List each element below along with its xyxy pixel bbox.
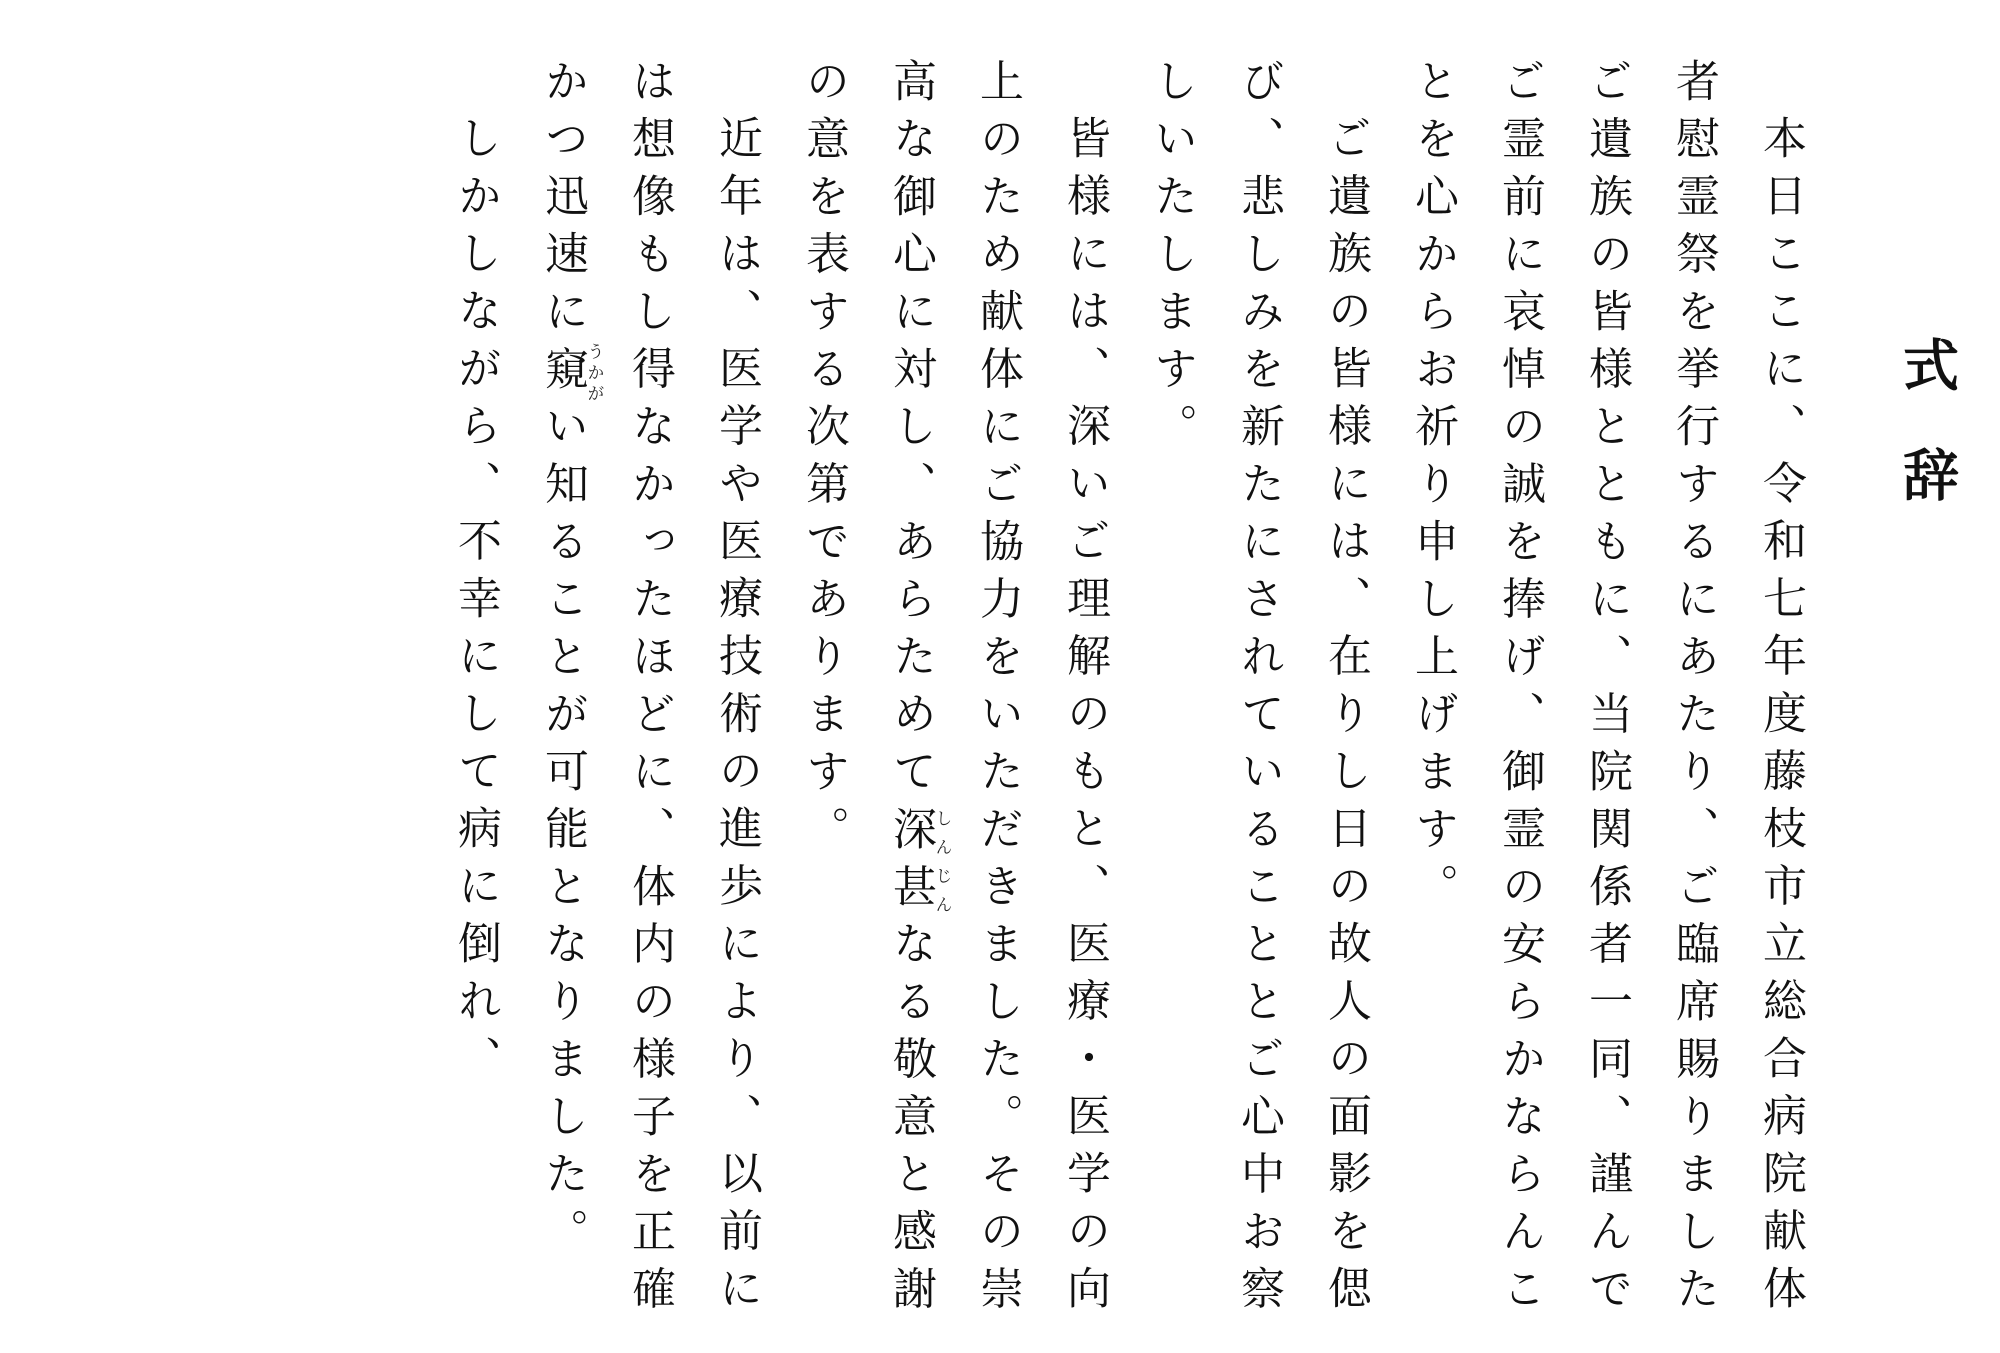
paragraph-text: しかしながら、不幸にして病に倒れ、 (450, 115, 501, 1093)
paragraph-text: ご遺族の皆様には、在りし日の故人の面影を偲び、悲しみを新たにされていることとご心中お察しいたします。 (1146, 58, 1371, 1323)
paragraph-text: 皆様には、深いご理解のもと、医療・医学の向上のため献体にご協力をいただきました。その崇高な御心に対し、あらためて (885, 58, 1110, 1323)
paragraph-continuation (432, 58, 519, 1353)
paragraph-text: なる敬意と感謝の意を表する次第であります。 (798, 58, 936, 1323)
document-body (432, 58, 1824, 1353)
paragraph-text: 近年は、医学や医療技術の進歩により、以前には想像もし得なかったほどに、体内の様子を正確かつ迅速に (537, 58, 762, 1323)
paragraph-condolence (1128, 58, 1389, 1353)
ruby-base: 窺 (537, 342, 588, 406)
document-title: 式辞 (1894, 336, 1960, 556)
paragraph-gratitude (780, 58, 1128, 1353)
ruby-reading: うかが (583, 342, 604, 406)
ruby-reading: しんじん (931, 805, 952, 921)
paragraph-opening (1389, 58, 1824, 1353)
ruby-word (537, 342, 604, 406)
paragraph-medical-progress (519, 58, 780, 1353)
ruby-base: 深甚 (885, 805, 936, 921)
paragraph-text: い知ることが可能となりました。 (537, 403, 588, 1266)
paragraph-text: 本日ここに、令和七年度藤枝市立総合病院献体者慰霊祭を挙行するにあたり、ご臨席賜りましたご遺族の皆様とともに、当院関係者一同、謹んでご霊前に哀悼の誠を捧げ、御霊の安らかならんことを心からお祈り申し上げます。 (1407, 58, 1806, 1323)
ruby-word (885, 805, 952, 921)
